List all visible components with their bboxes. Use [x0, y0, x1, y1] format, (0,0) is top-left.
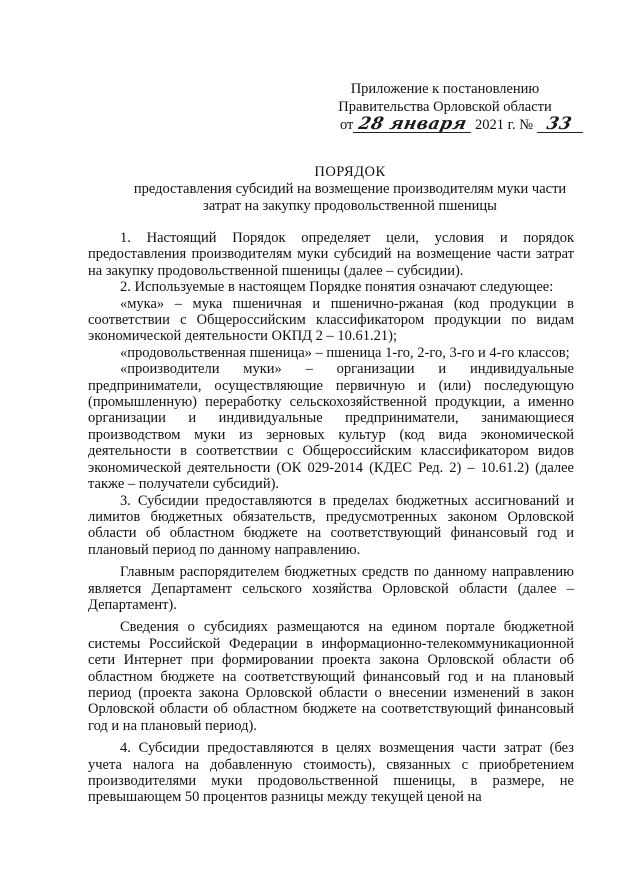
- title-sub-line-1: предоставления субсидий на возмещение производителям муки части: [133, 181, 567, 197]
- paragraph-1: 1. Настоящий Порядок определяет цели, условия и порядок предоставления производителям муки субсидий на возмещение части затрат на закупку продовольственной пшеницы (далее – субсидии).: [88, 230, 574, 279]
- document-title: [90, 164, 610, 215]
- paragraph-8: Сведения о субсидиях размещаются на едином портале бюджетной системы Российской Федерации в информационно-телекоммуникационной сети Интернет при формировании проекта закона Орловской области об областном бюджете на соответствующий финансовый год и на плановый период (проекта закона Орловской области о внесении изменений в закон Орловской области об областном бюджете на соответствующий финансовый год и на плановый период).: [88, 619, 574, 734]
- appendix-year-label: 2021 г. №: [475, 117, 534, 133]
- paragraph-3: «мука» – мука пшеничная и пшенично-ржаная (код продукции в соответствии с Общероссийским классификатором продукции по видам экономической деятельности ОКПД 2 – 10.61.21);: [88, 295, 574, 345]
- paragraph-4: «продовольственная пшеница» – пшеница 1-го, 2-го, 3-го и 4-го классов;: [120, 344, 570, 361]
- title-sub-line-2: затрат на закупку продовольственной пшеницы: [203, 198, 497, 214]
- paragraph-7: Главным распорядителем бюджетных средств по данному направлению является Департамент сельского хозяйства Орловской области (далее – Департамент).: [88, 564, 574, 613]
- appendix-line-1: Приложение к постановлению: [350, 81, 540, 97]
- title-main: ПОРЯДОК: [314, 164, 386, 180]
- appendix-header: [300, 80, 590, 134]
- handwritten-number: [537, 114, 583, 134]
- document-body: [88, 230, 574, 806]
- handwritten-date: [353, 114, 471, 134]
- handwritten-number-text: 33: [545, 114, 575, 134]
- paragraph-9: 4. Субсидии предоставляются в целях возмещения части затрат (без учета налога на добавленную стоимость), связанных с приобретением производителями муки продовольственной пшеницы, в размере, не превышающем 50 процентов разницы между текущей ценой на: [88, 740, 574, 806]
- paragraph-2: 2. Используемые в настоящем Порядке понятия означают следующее:: [120, 279, 554, 296]
- paragraph-5: «производители муки» – организации и индивидуальные предприниматели, осуществляющие первичную и (или) последующую (промышленную) переработку сельскохозяйственной продукции, а именно организации и индивидуальные предприниматели, занимающиеся производством муки из зерновых культур (код вида экономической деятельности в соответствии с Общероссийским классификатором видов экономической деятельности (ОК 029-2014 (КДЕС Ред. 2) – 10.61.2) (далее также – получатели субсидий).: [88, 361, 574, 493]
- paragraph-6: 3. Субсидии предоставляются в пределах бюджетных ассигнований и лимитов бюджетных обязательств, предусмотренных законом Орловской области об областном бюджете на соответствующий финансовый год и плановый период по данному направлению.: [88, 492, 574, 558]
- appendix-line-2: Правительства Орловской области: [338, 99, 552, 115]
- appendix-from-label: от: [340, 117, 354, 133]
- handwritten-date-text: 28 января: [356, 114, 469, 134]
- appendix-date-row: [300, 116, 590, 134]
